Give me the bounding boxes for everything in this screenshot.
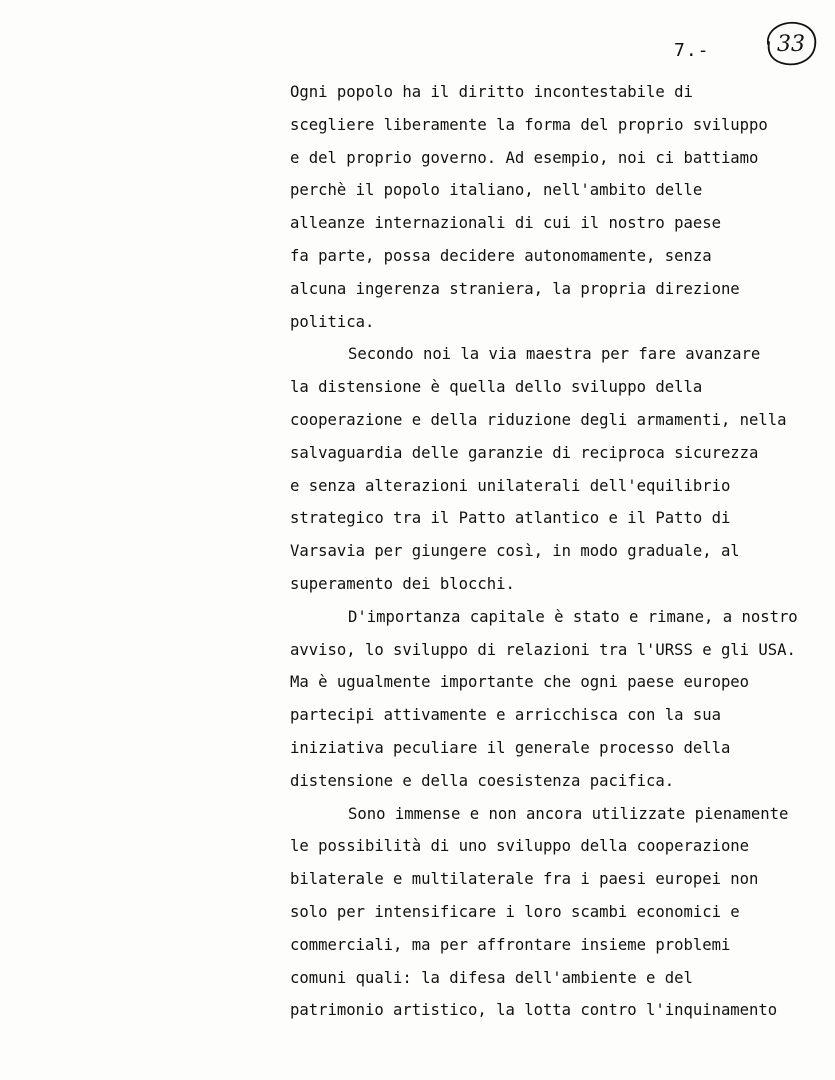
text-line: Secondo noi la via maestra per fare avanzare <box>348 345 761 364</box>
text-line: strategico tra il Patto atlantico e il Patto di <box>290 509 731 528</box>
text-line: D'importanza capitale è stato e rimane, a nostro <box>348 607 798 626</box>
circled-number-icon <box>760 18 820 68</box>
text-line: alleanze internazionali di cui il nostro paese <box>290 214 721 233</box>
text-line: Varsavia per giungere così, in modo graduale, al <box>290 542 740 561</box>
text-line: iniziativa peculiare il generale processo della <box>290 738 731 757</box>
text-line: bilaterale e multilaterale fra i paesi europei non <box>290 870 759 889</box>
text-line: le possibilità di uno sviluppo della cooperazione <box>290 837 750 856</box>
text-line: solo per intensificare i loro scambi economici e <box>290 902 740 921</box>
paragraph-1 <box>290 76 835 338</box>
text-line: partecipi attivamente e arricchisca con la sua <box>290 706 721 725</box>
document-body <box>290 76 835 1027</box>
text-line: e del proprio governo. Ad esempio, noi ci battiamo <box>290 148 759 167</box>
archive-number-stamp <box>760 18 820 68</box>
text-line: alcuna ingerenza straniera, la propria direzione <box>290 279 740 298</box>
text-line: comuni quali: la difesa dell'ambiente e del <box>290 968 693 987</box>
text-line: cooperazione e della riduzione degli armamenti, nella <box>290 410 787 429</box>
paragraph-3 <box>290 601 835 798</box>
text-line: patrimonio artistico, la lotta contro l'inquinamento <box>290 1001 778 1020</box>
text-line: distensione e della coesistenza pacifica. <box>290 771 675 790</box>
paragraph-4 <box>290 798 835 1028</box>
archive-number-text: 33 <box>777 32 805 57</box>
text-line: Sono immense e non ancora utilizzate pienamente <box>348 804 789 823</box>
text-line: salvaguardia delle garanzie di reciproca sicurezza <box>290 443 759 462</box>
text-line: superamento dei blocchi. <box>290 574 515 593</box>
text-line: e senza alterazioni unilaterali dell'equilibrio <box>290 476 731 495</box>
text-line: la distensione è quella dello sviluppo della <box>290 378 703 397</box>
text-line: commerciali, ma per affrontare insieme problemi <box>290 935 731 954</box>
text-line: perchè il popolo italiano, nell'ambito delle <box>290 181 703 200</box>
text-line: Ma è ugualmente importante che ogni paese europeo <box>290 673 750 692</box>
text-line: scegliere liberamente la forma del proprio sviluppo <box>290 115 768 134</box>
page-number: 7.- <box>674 40 710 61</box>
text-line: avviso, lo sviluppo di relazioni tra l'URSS e gli USA. <box>290 640 796 659</box>
text-line: politica. <box>290 312 375 331</box>
paragraph-2 <box>290 338 835 600</box>
text-line: fa parte, possa decidere autonomamente, senza <box>290 246 712 265</box>
text-line: Ogni popolo ha il diritto incontestabile di <box>290 83 693 101</box>
